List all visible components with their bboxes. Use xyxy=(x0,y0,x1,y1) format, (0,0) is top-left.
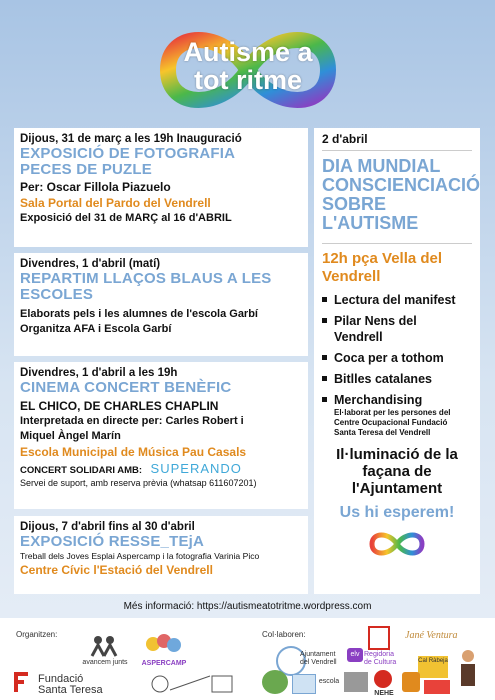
event-date: Divendres, 1 d'abril (matí) xyxy=(20,258,161,270)
place-line-1: 12h pça Vella del xyxy=(322,250,443,267)
org-avancem: avancem junts xyxy=(82,659,128,666)
merch-note-2: Centre Ocupacional Fundació xyxy=(334,418,448,427)
event-service: Servei de suport, amb reserva prèvia (whatsap 611607201) xyxy=(20,478,257,488)
event-line: Treball dels Joves Esplai Aspercamp i la fotografia Varinia Pico xyxy=(20,551,260,561)
event-card-ribbons xyxy=(14,253,308,356)
bullet-item: Lectura del manifest xyxy=(322,292,472,308)
event-performers-2: Miquel Àngel Marín xyxy=(20,430,121,442)
concert-label: CONCERT SOLIDARI AMB: xyxy=(20,465,143,476)
org-fundacio-line-2: Santa Teresa xyxy=(38,684,103,696)
org-fundacio xyxy=(38,674,103,696)
infinity-icon xyxy=(367,529,427,559)
event-date: Dijous, 31 de març a les 19h Inauguració xyxy=(20,133,242,145)
event-author: Per: Oscar Fillola Piazuelo xyxy=(20,180,171,194)
event-title: CINEMA CONCERT BENÈFIC xyxy=(20,379,232,396)
col-jane-ventura: Jané Ventura xyxy=(405,630,458,641)
aspercamp-logo-icon xyxy=(143,632,183,658)
closing-text: Us hi esperem! xyxy=(339,504,455,521)
col-cultura-line-2: de Cultura xyxy=(364,659,397,666)
nehe-logo-icon xyxy=(374,670,392,688)
event-card-resseteja xyxy=(14,516,308,594)
illumination-2: façana de xyxy=(362,463,432,480)
col-ajuntament-line-1: Ajuntament xyxy=(300,651,336,658)
more-info-link[interactable]: Més informació: https://autismeatotritme.wordpress.com xyxy=(123,601,372,612)
event-title-2: PECES DE PUZLE xyxy=(20,161,152,178)
event-venue: Sala Portal del Pardo del Vendrell xyxy=(20,196,211,210)
place-line-2: Vendrell xyxy=(322,268,381,285)
col-ajuntament xyxy=(300,651,352,667)
event-title-2: ESCOLES xyxy=(20,286,94,303)
title-line-1: Autisme a xyxy=(183,37,313,67)
fundacio-logo-icon xyxy=(12,672,32,694)
green-logo-icon xyxy=(262,670,288,694)
avancem-junts-logo-icon xyxy=(88,634,120,658)
event-title: EXPOSICIÓ DE FOTOGRAFIA xyxy=(20,145,236,162)
merch-note: El·laborat per les persones del xyxy=(334,408,451,417)
bullet-item: Coca per a tothom xyxy=(322,350,472,366)
event-dates: Exposició del 31 de MARÇ al 16 d'ABRIL xyxy=(20,212,232,224)
org-fundacio-line-1: Fundació xyxy=(38,673,84,685)
event-card-exhibition xyxy=(14,128,308,247)
event-performers: Interpretada en directe per: Carles Robert i xyxy=(20,415,244,427)
col-cultura-line-1: Regidoria xyxy=(364,651,394,658)
red-banner-logo-icon xyxy=(424,680,450,694)
sponsors-footer xyxy=(0,618,495,700)
event-film: EL CHICO, DE CHARLES CHAPLIN xyxy=(20,399,219,413)
event-title: REPARTIM LLAÇOS BLAUS A LES xyxy=(20,270,272,287)
world-autism-day-card xyxy=(314,128,480,594)
right-title-3: SOBRE xyxy=(322,194,387,214)
superando-logo: SUPERANDO xyxy=(150,461,242,476)
bullet-item-cont: Vendrell xyxy=(334,330,383,344)
event-venue: Centre Cívic l'Estació del Vendrell xyxy=(20,563,213,577)
merch-note-3: Santa Teresa del Vendrell xyxy=(334,428,431,437)
col-nehe: NEHE xyxy=(374,690,394,697)
bullet-item: Bitlles catalanes xyxy=(322,371,472,387)
divider xyxy=(322,243,472,244)
orange-logo-icon xyxy=(402,672,420,692)
figure-illustration-icon xyxy=(455,648,481,694)
cultura-logo-icon: elv xyxy=(347,648,363,662)
bullet-item: Merchandising xyxy=(322,392,472,408)
event-line: Elaborats pels i les alumnes de l'escola Garbí xyxy=(20,308,258,320)
illumination-3: l'Ajuntament xyxy=(351,480,443,497)
red-logo-icon xyxy=(368,626,390,650)
right-title-1: DIA MUNDIAL xyxy=(322,156,441,176)
event-venue: Escola Municipal de Música Pau Casals xyxy=(20,445,247,459)
col-ajuntament-line-2: del Vendrell xyxy=(300,659,337,666)
organizers-label: Organitzen: xyxy=(16,630,58,639)
col-cultura xyxy=(364,651,404,667)
bullet-item: Pilar Nens del xyxy=(322,313,472,329)
right-title-2: CONSCIENCIACIÓ xyxy=(322,175,481,195)
event-title: EXPOSICIÓ RESSE_TEjA xyxy=(20,533,205,550)
event-line-2: Organitza AFA i Escola Garbí xyxy=(20,323,172,335)
event-date: Dijous, 7 d'abril fins al 30 d'abril xyxy=(20,521,195,533)
org-aspercamp: ASPERCAMP xyxy=(141,660,187,667)
right-title-4: L'AUTISME xyxy=(322,213,419,233)
grey-logo-icon xyxy=(344,672,368,692)
title-line-2: tot ritme xyxy=(194,65,302,95)
event-logo xyxy=(153,20,343,120)
col-escola: escola xyxy=(318,678,340,685)
illumination-1: Il·luminació de la xyxy=(336,446,458,463)
drawing-illustration-icon xyxy=(140,670,240,698)
blue-logo-icon xyxy=(292,674,316,694)
right-date: 2 d'abril xyxy=(322,132,368,146)
collaborators-label: Col·laboren: xyxy=(262,630,306,639)
divider xyxy=(322,150,472,151)
event-card-cinema xyxy=(14,362,308,509)
col-cal-rabeja: Cal Ràbeja xyxy=(418,656,448,678)
event-date: Divendres, 1 d'abril a les 19h xyxy=(20,367,178,379)
